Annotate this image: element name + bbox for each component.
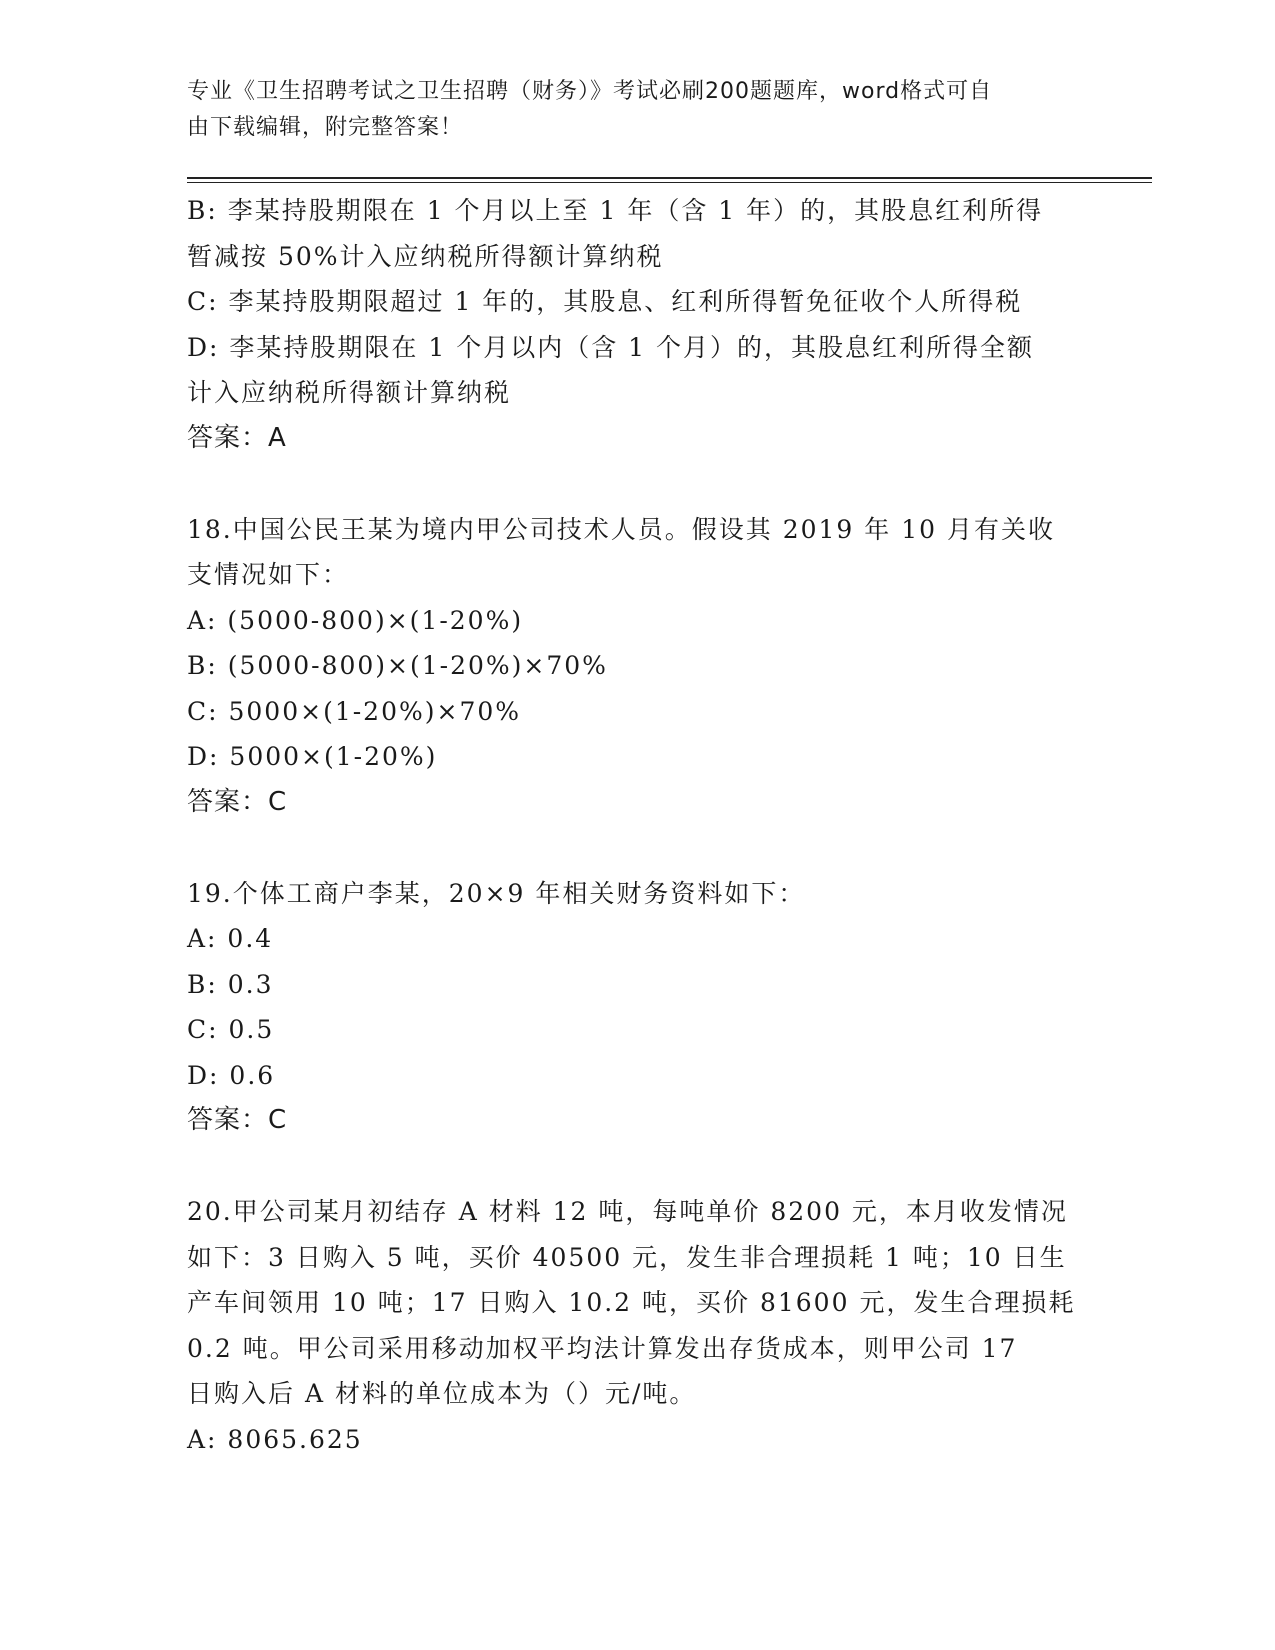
q19-stem: 19.个体工商户李某，20×9 年相关财务资料如下： (187, 878, 806, 908)
q18-stem-line-2: 支情况如下： (187, 560, 350, 589)
q18-answer: 答案：C (187, 786, 288, 817)
header-title-line-2: 由下载编辑，附完整答案！ (187, 115, 464, 140)
q18-option-a: A: (5000-800)×(1-20%) (187, 605, 524, 635)
q20-stem-line-1: 20.甲公司某月初结存 A 材料 12 吨，每吨单价 8200 元，本月收发情况 (187, 1197, 1068, 1226)
spacer (187, 1144, 1077, 1190)
q19-option-b: B: 0.3 (187, 969, 274, 999)
q17-option-b-line-1: B: 李某持股期限在 1 个月以上至 1 年（含 1 年）的，其股息红利所得 (187, 196, 1044, 225)
question-18 (187, 507, 1077, 826)
q20-stem-line-3: 产车间领用 10 吨；17 日购入 10.2 吨，买价 81600 元，发生合理损耗 (187, 1288, 1076, 1317)
q18-option-d: D: 5000×(1-20%) (187, 742, 438, 771)
q20-option-a: A: 8065.625 (187, 1424, 363, 1454)
q19-option-d: D: 0.6 (187, 1060, 276, 1090)
q20-stem-line-5: 日购入后 A 材料的单位成本为（）元/吨。 (187, 1379, 697, 1408)
q20-stem-line-2: 如下：3 日购入 5 吨，买价 40500 元，发生非合理损耗 1 吨；10 日生 (187, 1242, 1067, 1272)
q18-option-b: B: (5000-800)×(1-20%)×70% (187, 651, 608, 680)
q19-option-c: C: 0.5 (187, 1015, 275, 1044)
question-17-continued (187, 188, 1077, 461)
q17-option-b-line-2: 暂减按 50%计入应纳税所得额计算纳税 (187, 241, 664, 271)
header-title-line-1: 专业《卫生招聘考试之卫生招聘（财务）》考试必刷200题题库，word格式可自 (187, 79, 993, 104)
header-divider-thin (187, 182, 1152, 183)
page-header (187, 74, 1067, 146)
q20-stem-line-4: 0.2 吨。甲公司采用移动加权平均法计算发出存货成本，则甲公司 17 (187, 1333, 1018, 1363)
q17-option-d-line-2: 计入应纳税所得额计算纳税 (187, 378, 512, 407)
q18-stem-line-1: 18.中国公民王某为境内甲公司技术人员。假设其 2019 年 10 月有关收 (187, 514, 1055, 544)
question-20 (187, 1189, 1077, 1462)
q18-option-c: C: 5000×(1-20%)×70% (187, 696, 522, 726)
q19-option-a: A: 0.4 (187, 924, 274, 953)
q17-answer: 答案：A (187, 422, 287, 453)
spacer (187, 461, 1077, 507)
spacer (187, 825, 1077, 871)
question-19 (187, 871, 1077, 1144)
q19-answer: 答案：C (187, 1105, 288, 1135)
q17-option-c: C: 李某持股期限超过 1 年的，其股息、红利所得暂免征收个人所得税 (187, 287, 1023, 316)
q17-option-d-line-1: D: 李某持股期限在 1 个月以内（含 1 个月）的，其股息红利所得全额 (187, 332, 1035, 362)
document-body (187, 188, 1077, 1462)
header-divider-thick (187, 177, 1152, 179)
